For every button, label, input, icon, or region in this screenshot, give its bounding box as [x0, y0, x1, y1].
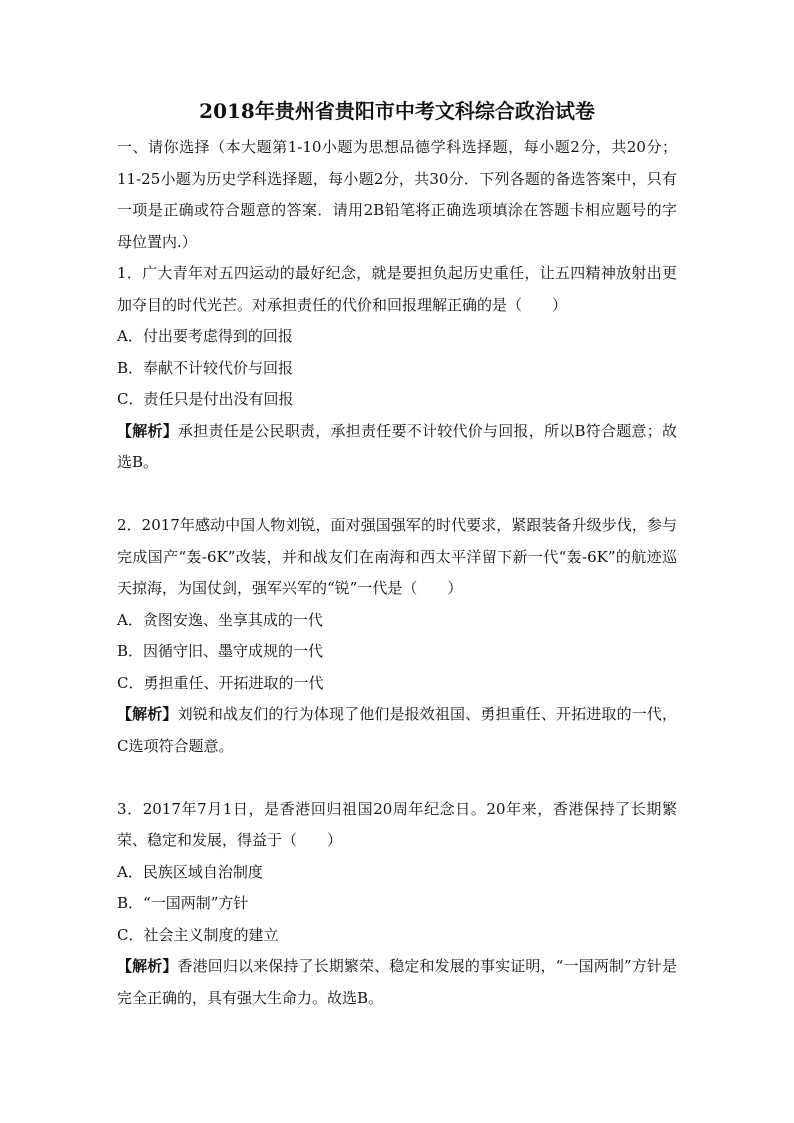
option-b: B．奉献不计较代价与回报 — [117, 358, 294, 377]
analysis-tag: 【解析】 — [117, 705, 178, 723]
spacer — [117, 479, 677, 511]
question-stem: 2．2017年感动中国人物刘锐，面对强国强军的时代要求，紧跟装备升级步伐，参与完成国产“轰-6K”改装，并和战友们在南海和西太平洋留下新一代“轰-6K”的航迹巡天掠海，为国仗剑，强军兴军的“锐”一代是（ ） — [117, 516, 677, 597]
spacer — [117, 762, 677, 794]
analysis-text: 刘锐和战友们的行为体现了他们是报效祖国、勇担重任、开拓进取的一代，C选项符合题意。 — [117, 705, 677, 755]
analysis — [117, 951, 677, 1014]
document-title: 2018年贵州省贵阳市中考文科综合政治试卷 — [199, 99, 595, 123]
option-c: C．社会主义制度的建立 — [117, 925, 279, 944]
analysis — [117, 699, 677, 762]
document-page — [117, 96, 677, 1014]
question-stem: 1．广大青年对五四运动的最好纪念，就是要担负起历史重任，让五四精神放射出更加夺目的时代光芒。对承担责任的代价和回报理解正确的是（ ） — [117, 264, 677, 314]
option-a: A．付出要考虑得到的回报 — [117, 327, 293, 345]
analysis-text: 承担责任是公民职责，承担责任要不计较代价与回报，所以B符合题意；故选B。 — [117, 421, 677, 471]
question-3 — [117, 794, 677, 1015]
question-2 — [117, 510, 677, 762]
option-b: B．因循守旧、墨守成规的一代 — [117, 642, 324, 660]
analysis-tag: 【解析】 — [117, 421, 178, 440]
analysis — [117, 416, 677, 479]
option-c: C．责任只是付出没有回报 — [117, 390, 294, 408]
analysis-tag: 【解析】 — [117, 957, 178, 975]
question-stem: 3．2017年7月1日，是香港回归祖国20周年纪念日。20年来，香港保持了长期繁荣、稳定和发展，得益于（ ） — [117, 799, 677, 849]
option-c: C．勇担重任、开拓进取的一代 — [117, 673, 324, 692]
option-a: A．民族区域自治制度 — [117, 862, 263, 881]
analysis-text: 香港回归以来保持了长期繁荣、稳定和发展的事实证明，“一国两制”方针是完全正确的，具有强大生命力。故选B。 — [117, 957, 677, 1007]
option-a: A．贪图安逸、坐享其成的一代 — [117, 610, 323, 629]
option-b: B．“一国两制”方针 — [117, 894, 249, 912]
section-instructions: 一、请你选择（本大题第1-10小题为思想品德学科选择题，每小题2分，共20分；11-25小题为历史学科选择题，每小题2分，共30分．下列各题的备选答案中，只有一项是正确或符合题意的答案．请用2B铅笔将正确选项填涂在答题卡相应题号的字母位置内.） — [117, 138, 677, 251]
question-1 — [117, 258, 677, 479]
